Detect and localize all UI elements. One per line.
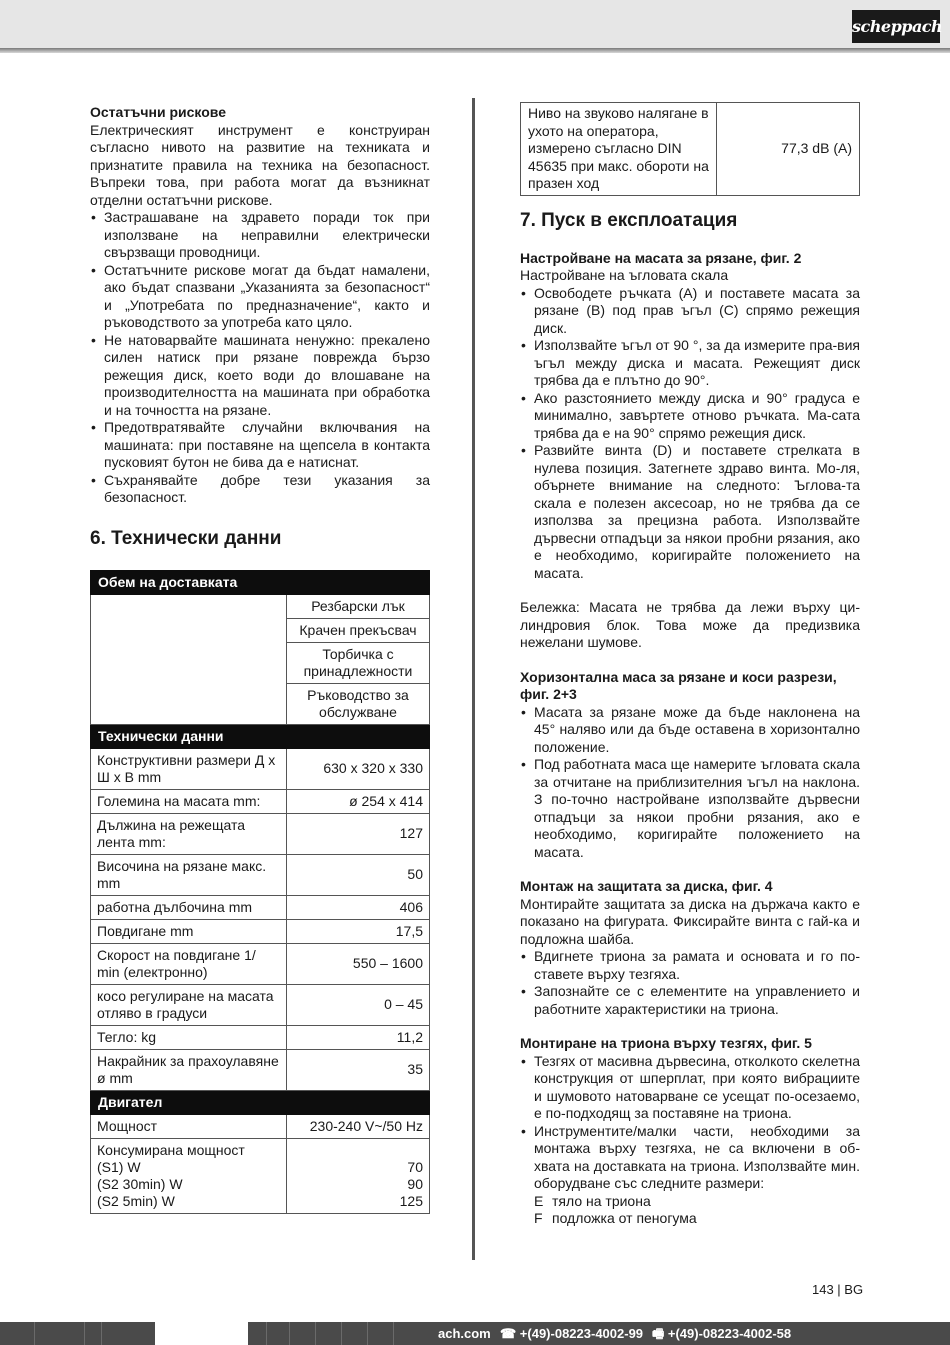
consumption-value: 125: [399, 1192, 423, 1209]
spec-value: 50: [287, 854, 430, 895]
table-band-row: [91, 570, 430, 594]
list-item: [534, 1193, 860, 1211]
motor-header: Двигател: [91, 1090, 430, 1114]
list-item: • Инструментите/малки части, необходими за монтажа върху тезгяха, не са включени в об-хвата на доставката на триона. Използвайте мин. оборудване със следните размери:: [520, 1123, 860, 1193]
spec-label: Височина на рязане макс. mm: [91, 854, 287, 895]
tech-data-heading: 6. Технически данни: [90, 527, 282, 549]
spec-label: работна дълбочина mm: [91, 895, 287, 919]
footer-white-block: [155, 1322, 248, 1345]
page-header: [0, 0, 950, 48]
spec-label: Конструктивни размери Д x Ш x В mm: [91, 748, 287, 789]
table-row: [91, 789, 430, 813]
footer-divider: [101, 1322, 102, 1345]
spec-label: Скорост на повдигане 1/ min (електронно): [91, 943, 287, 984]
spec-label: Дължина на режещата лента mm:: [91, 813, 287, 854]
delivery-item: Торбичка с принадлежности: [287, 642, 430, 683]
list-item: • Запознайте се с елементите на управлението и работните характеристики на триона.: [520, 983, 860, 1018]
list-item: • Предотвратявайте случайни включвания на машината: при поставяне на щепсела в контакта пусковият бутон не бива да е натиснат.: [90, 419, 430, 472]
header-shadow: [0, 48, 950, 53]
list-item: [534, 1210, 860, 1228]
table-band-row: [91, 724, 430, 748]
noise-value: 77,3 dB (A): [717, 103, 860, 196]
list-item: • Под работната маса ще намерите ъгловата скала за отчитане на приблизителния ъгъл на наклона. З по-точно настройване използвайте дървесни отпадъци за някои пробни рязания, ако е необходимо, коригирайте положението на масата.: [520, 756, 860, 861]
table-row: [91, 1049, 430, 1090]
footer-divider: [289, 1322, 290, 1345]
table-setup-subheading: Настройване на ъгловата скала: [520, 267, 729, 283]
footer-divider: [341, 1322, 342, 1345]
table-band-row: [91, 1090, 430, 1114]
spec-label: Големина на масата mm:: [91, 789, 287, 813]
consumption-value: 70: [407, 1158, 423, 1175]
spec-label: косо регулиране на масата отляво в градуси: [91, 984, 287, 1025]
consumption-mode: (S1) W: [97, 1158, 141, 1175]
consumption-values: [287, 1138, 430, 1213]
residual-risks-text: Електрическият инструмент е конструиран съгласно нивото на развитие на техниката и признатите правила на техника на безопасност. Въпреки това, при работа могат да възникнат отделни остатъчни рискове.: [90, 121, 430, 208]
table-row: [91, 943, 430, 984]
footer-divider: [266, 1322, 267, 1345]
spec-value: 35: [287, 1049, 430, 1090]
list-item: • Тезгях от масивна дървесина, отколкото скелетна конструкция от шперплат, при която вибрациите и шумовото натоварване се усещат по-осезаемо, е по-подходящ за поставяне на триона.: [520, 1053, 860, 1123]
spec-value: 0 – 45: [287, 984, 430, 1025]
horizontal-table-list: [520, 704, 860, 862]
list-item: • Ако разстоянието между диска и 90° градуса е минимално, завъртете отново ръчката. Ма-сата трябва да е на 90° спрямо режещия диск.: [520, 390, 860, 443]
table-row: [91, 594, 430, 618]
delivery-item: Крачен прекъсвач: [287, 618, 430, 642]
spec-label: Повдигане mm: [91, 919, 287, 943]
table-row: [91, 1138, 430, 1213]
footer-website[interactable]: ach.com: [438, 1326, 491, 1341]
list-item: • Използвайте ъгъл от 90 °, за да измерите пра-вия ъгъл между диска и масата. Режещият диск трябва да е плътно до 90°.: [520, 337, 860, 390]
table-row: [91, 1025, 430, 1049]
table-setup-heading: Настройване на масата за рязане, фиг. 2: [520, 249, 802, 266]
table-row: [91, 813, 430, 854]
noise-label: Ниво на звуково налягане в ухото на оператора, измерено съгласно DIN 45635 при макс. обороти на празен ход: [521, 103, 717, 196]
guard-text: Монтирайте защитата за диска на държача както е показано на фигурата. Фиксирайте винта с гай-ка и подложна шайба.: [520, 895, 860, 947]
consumption-mode: (S2 30min) W: [97, 1175, 183, 1192]
spec-value: 406: [287, 895, 430, 919]
spec-label: Мощност: [91, 1114, 287, 1138]
consumption-title: Консумирана мощност: [97, 1141, 245, 1158]
spec-value: 127: [287, 813, 430, 854]
table-row: [91, 1114, 430, 1138]
table-row: [91, 748, 430, 789]
spec-value: ø 254 x 414: [287, 789, 430, 813]
table-row: [91, 854, 430, 895]
footer-divider: [34, 1322, 35, 1345]
footer-fax: 🖷 +(49)-08223-4002-58: [652, 1326, 792, 1341]
delivery-item: Резбарски лък: [287, 594, 430, 618]
table-row: [91, 895, 430, 919]
footer-divider: [393, 1322, 394, 1345]
spec-value: 550 – 1600: [287, 943, 430, 984]
guard-list: [520, 948, 860, 1018]
footer-phone: ☎ +(49)-08223-4002-99: [500, 1326, 644, 1341]
spec-value: 17,5: [287, 919, 430, 943]
list-item: • Застрашаване на здравето поради ток при използване на неправилни електрически свързващи проводници.: [90, 209, 430, 262]
list-item: • Масата за рязане може да бъде наклонена на 45° наляво или да бъде оставена в хоризонтално положение.: [520, 704, 860, 757]
spec-value: 630 x 320 x 330: [287, 748, 430, 789]
noise-table: [520, 102, 860, 196]
tech-data-table: [90, 570, 430, 1214]
residual-risks-list: [90, 209, 430, 507]
delivery-header: Обем на доставката: [91, 570, 430, 594]
bench-parts-list: [520, 1193, 860, 1228]
delivery-item: Ръководство за обслужване: [287, 683, 430, 724]
delivery-empty-cell: [91, 594, 287, 724]
left-column: [90, 104, 430, 1214]
table-row: [91, 984, 430, 1025]
consumption-value: 90: [407, 1175, 423, 1192]
residual-risks-heading: Остатъчни рискове: [90, 104, 226, 120]
bench-heading: Монтиране на триона върху тезгях, фиг. 5: [520, 1035, 812, 1051]
page-number: 143 | BG: [812, 1282, 864, 1297]
spec-value: 230-240 V~/50 Hz: [287, 1114, 430, 1138]
list-item: • Вдигнете триона за рамата и основата и го по-ставете върху тезгяха.: [520, 948, 860, 983]
part-text: подложка от пеногума: [552, 1210, 697, 1226]
list-item: • Съхранявайте добре тези указания за безопасност.: [90, 472, 430, 507]
brand-logo: scheppach: [852, 10, 940, 43]
list-item: • Освободете ръчката (A) и поставете масата за рязане (B) под прав ъгъл (C) спрямо режещия диск.: [520, 285, 860, 338]
column-divider: [472, 98, 475, 1260]
footer-divider: [367, 1322, 368, 1345]
table-row: [521, 103, 860, 196]
right-column: [520, 102, 860, 1228]
tech-header: Технически данни: [91, 724, 430, 748]
spec-label: Тегло: kg: [91, 1025, 287, 1049]
table-setup-list: [520, 285, 860, 583]
bench-list: [520, 1053, 860, 1193]
spec-value: 11,2: [287, 1025, 430, 1049]
part-key: F: [534, 1210, 543, 1226]
horizontal-table-heading: Хоризонтална маса за рязане и коси разрези, фиг. 2+3: [520, 668, 837, 702]
commissioning-heading: 7. Пуск в експлоатация: [520, 209, 738, 231]
consumption-mode: (S2 5min) W: [97, 1192, 175, 1209]
part-text: тяло на триона: [552, 1192, 651, 1209]
guard-heading: Монтаж на защитата за диска, фиг. 4: [520, 878, 773, 894]
consumption-labels: [91, 1138, 287, 1213]
note-text: Бележка: Масата не трябва да лежи върху ци-линдровия блок. Това може да предизвика нежелани шумове.: [520, 599, 860, 650]
table-row: [91, 919, 430, 943]
part-key: E: [534, 1192, 544, 1209]
list-item: • Развийте винта (D) и поставете стрелката в нулева позиция. Затегнете здраво винта. Мо-ля, обърнете внимание на следното: Ъглова-та скала е полезен аксесоар, но не трябва да се използва за прецизна работа. Използвайте дървесни отпадъци за някои пробни рязания, ако е необходимо, коригирайте положението на масата.: [520, 442, 860, 582]
list-item: • Не натоварвайте машината ненужно: прекалено силен натиск при рязане поврежда бързо режещия диск, което води до влошаване на производителността на машината при обработка и на точността на рязане.: [90, 332, 430, 420]
footer-divider: [84, 1322, 85, 1345]
spec-label: Накрайник за прахоулавяне ø mm: [91, 1049, 287, 1090]
footer-divider: [315, 1322, 316, 1345]
list-item: • Остатъчните рискове могат да бъдат намалени, ако бъдат спазвани „Указанията за безопасност“ и „Употребата по предназначение“, както и ръководството за употреба като цяло.: [90, 262, 430, 332]
